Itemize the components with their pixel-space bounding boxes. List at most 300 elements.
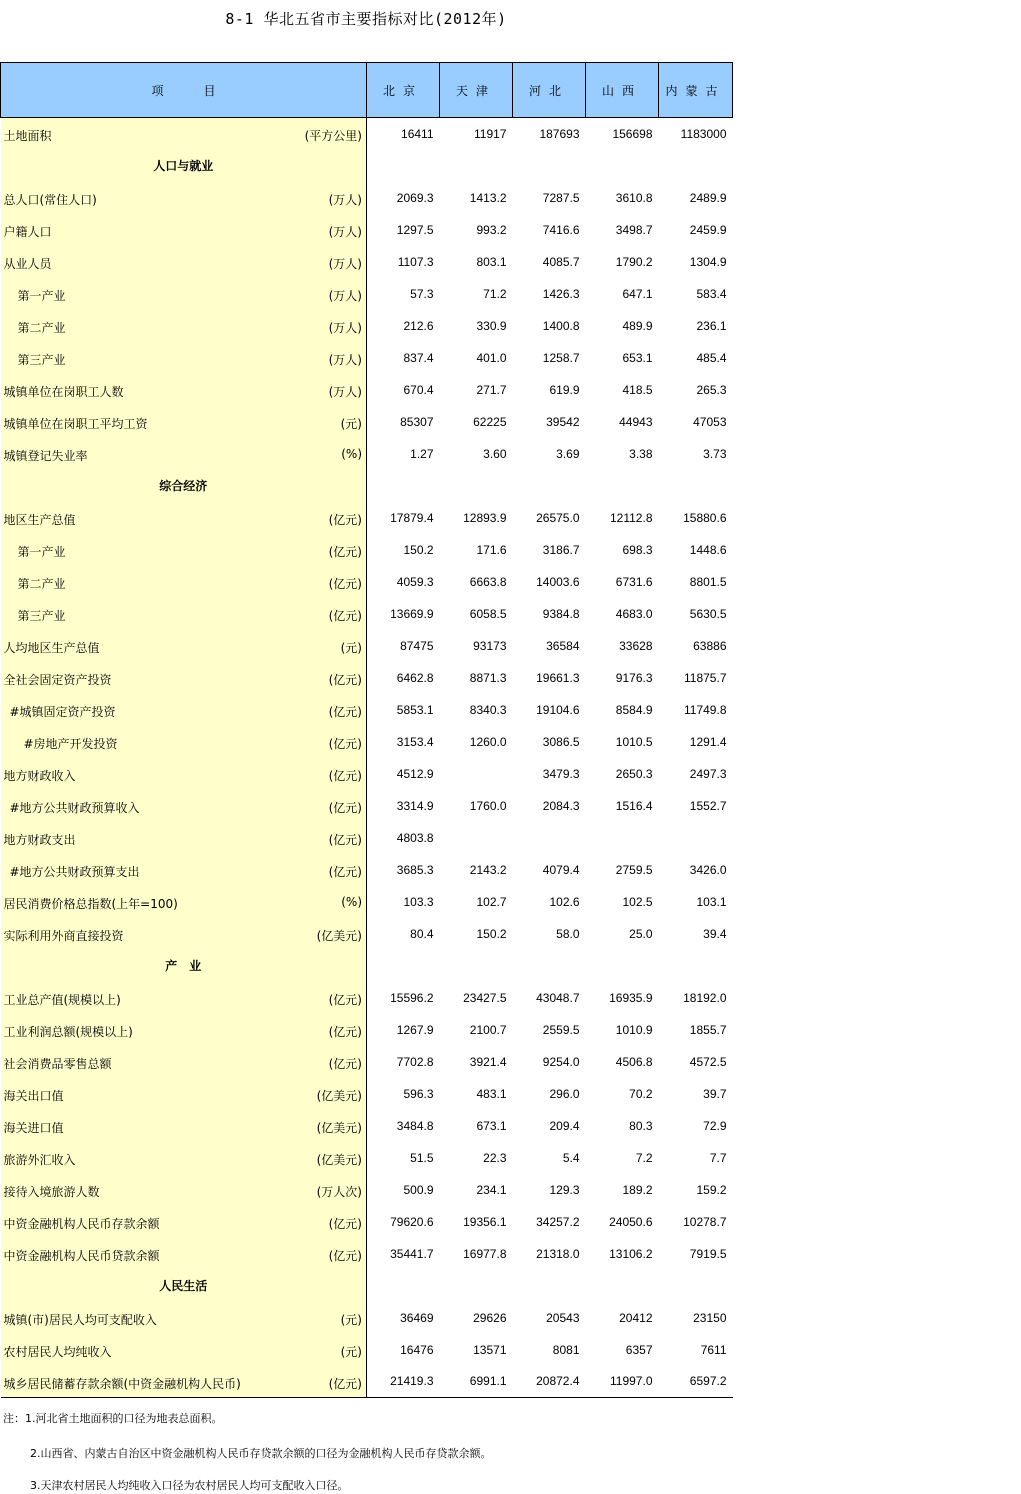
value-cell: 401.0 — [476, 350, 507, 365]
value-cell: 150.2 — [403, 542, 434, 557]
value-cell: 33628 — [619, 638, 653, 653]
indicator-cell — [1, 726, 367, 758]
value-cell: 6991.1 — [440, 1366, 513, 1398]
indicator-label: 社会消费品零售总额 — [3, 1056, 112, 1071]
value-cell: 1291.4 — [689, 734, 727, 749]
value-cell: 13669.9 — [390, 606, 434, 621]
value-cell: 1107.3 — [397, 254, 434, 269]
table-row — [1, 246, 733, 278]
value-cell: 8871.3 — [469, 670, 507, 685]
value-cell: 1297.5 — [396, 222, 434, 237]
table-row — [1, 598, 733, 630]
value-cell: 837.4 — [403, 350, 434, 365]
indicator-cell — [1, 310, 367, 342]
value-cell: 71.2 — [483, 286, 507, 301]
empty-cell — [367, 150, 440, 182]
value-cell: 212.6 — [403, 318, 434, 333]
table-row — [1, 566, 733, 598]
value-cell: 12112.8 — [610, 510, 653, 525]
value-cell: 14003.6 — [536, 574, 580, 589]
value-cell: 36469 — [400, 1310, 434, 1325]
value-cell: 72.9 — [703, 1118, 727, 1133]
value-cell: 698.3 — [622, 542, 653, 557]
indicator-label: #地方公共财政预算支出 — [9, 864, 140, 879]
value-cell: 483.1 — [476, 1086, 507, 1101]
value-cell: 803.1 — [476, 254, 507, 269]
indicator-cell — [1, 918, 367, 950]
value-cell: 3479.3 — [542, 766, 580, 781]
table-row — [1, 1078, 733, 1110]
value-cell: 24050.6 — [609, 1214, 653, 1229]
indicator-unit: (亿美元) — [316, 1120, 362, 1135]
value-cell: 1552.7 — [689, 798, 727, 813]
table-row — [1, 1334, 733, 1366]
indicator-cell — [1, 374, 367, 406]
indicator-cell — [1, 406, 367, 438]
indicator-label: 实际利用外商直接投资 — [3, 928, 124, 943]
value-cell — [440, 822, 513, 854]
indicator-cell — [1, 1078, 367, 1110]
value-cell: 58.0 — [556, 926, 580, 941]
empty-cell — [513, 950, 586, 982]
value-cell: 673.1 — [476, 1118, 507, 1133]
value-cell: 156698 — [586, 118, 659, 150]
header-col-hebei: 河北 — [513, 63, 586, 118]
indicator-unit: (万人次) — [316, 1184, 362, 1199]
indicator-unit: (亿美元) — [316, 1152, 362, 1167]
section-heading: 人口与就业 — [1, 150, 367, 182]
value-cell — [440, 758, 513, 790]
value-cell — [586, 822, 659, 854]
section-heading: 综合经济 — [1, 470, 367, 502]
value-cell: 150.2 — [476, 926, 507, 941]
value-cell: 17879.4 — [390, 510, 434, 525]
indicator-label: 第三产业 — [17, 352, 66, 367]
table-row — [1, 1206, 733, 1238]
indicator-label: 户籍人口 — [3, 224, 52, 239]
indicator-label: 城乡居民储蓄存款余额(中资金融机构人民币) — [3, 1376, 241, 1391]
value-cell: 26575.0 — [536, 510, 580, 525]
indicator-unit: (平方公里) — [304, 129, 362, 143]
value-cell: 1183000 — [659, 118, 733, 150]
value-cell: 993.2 — [476, 222, 507, 237]
indicator-unit: (元) — [340, 1344, 362, 1359]
value-cell: 2759.5 — [615, 862, 653, 877]
indicator-cell — [1, 1046, 367, 1078]
indicator-label: 地方财政支出 — [3, 832, 76, 847]
value-cell: 3921.4 — [469, 1054, 507, 1069]
value-cell: 1400.8 — [542, 318, 580, 333]
value-cell: 39.4 — [703, 926, 727, 941]
indicator-label: 海关进口值 — [3, 1120, 64, 1135]
empty-cell — [440, 950, 513, 982]
table-row — [1, 1366, 733, 1398]
indicator-label: 居民消费价格总指数(上年=100) — [3, 896, 178, 911]
indicator-unit: (%) — [341, 894, 362, 909]
section-row — [1, 950, 733, 982]
table-row — [1, 502, 733, 534]
indicator-label: 人均地区生产总值 — [3, 640, 100, 655]
table-row — [1, 822, 733, 854]
value-cell: 93173 — [473, 638, 507, 653]
indicator-unit: (亿元) — [328, 704, 362, 719]
empty-cell — [367, 470, 440, 502]
indicator-unit: (亿元) — [328, 576, 362, 591]
indicator-cell — [1, 342, 367, 374]
value-cell: 1258.7 — [542, 350, 580, 365]
value-cell: 87475 — [400, 638, 434, 653]
table-row — [1, 374, 733, 406]
table-row — [1, 1110, 733, 1142]
value-cell: 7611 — [700, 1342, 727, 1357]
value-cell: 103.3 — [403, 894, 434, 909]
value-cell: 271.7 — [476, 382, 507, 397]
table-row — [1, 758, 733, 790]
indicator-cell — [1, 502, 367, 534]
table-row — [1, 982, 733, 1014]
value-cell: 36584 — [546, 638, 580, 653]
value-cell: 16977.8 — [463, 1246, 507, 1261]
table-body — [1, 118, 733, 1398]
value-cell: 19661.3 — [536, 670, 580, 685]
indicator-unit: (亿元) — [328, 1056, 362, 1071]
value-cell: 23427.5 — [463, 990, 507, 1005]
value-cell: 418.5 — [622, 382, 653, 397]
table-row — [1, 790, 733, 822]
value-cell: 1790.2 — [615, 254, 653, 269]
value-cell: 1516.4 — [615, 798, 653, 813]
value-cell: 11749.8 — [684, 702, 727, 717]
value-cell: 1855.7 — [689, 1022, 727, 1037]
indicator-unit: (亿元) — [328, 608, 362, 623]
value-cell: 2650.3 — [615, 766, 653, 781]
indicator-unit: (亿元) — [328, 864, 362, 879]
indicator-label: 城镇登记失业率 — [3, 448, 88, 463]
value-cell: 653.1 — [622, 350, 653, 365]
empty-cell — [586, 150, 659, 182]
value-cell: 3610.8 — [615, 190, 653, 205]
value-cell: 670.4 — [403, 382, 434, 397]
indicator-label: #城镇固定资产投资 — [9, 704, 116, 719]
indicator-cell — [1, 1014, 367, 1046]
value-cell: 2497.3 — [689, 766, 727, 781]
value-cell: 3.73 — [703, 446, 727, 461]
empty-cell — [367, 1270, 440, 1302]
value-cell: 171.6 — [476, 542, 507, 557]
header-item: 项目 — [1, 63, 367, 118]
indicator-label: 第二产业 — [17, 576, 66, 591]
indicator-unit: (亿元) — [328, 544, 362, 559]
indicator-label: 旅游外汇收入 — [3, 1152, 76, 1167]
value-cell: 4572.5 — [689, 1054, 727, 1069]
table-row — [1, 182, 733, 214]
value-cell: 1267.9 — [396, 1022, 434, 1037]
table-row — [1, 1174, 733, 1206]
indicator-label: 城镇单位在岗职工平均工资 — [3, 416, 148, 431]
value-cell: 63886 — [693, 638, 727, 653]
value-cell: 23150 — [693, 1310, 727, 1325]
value-cell: 8340.3 — [469, 702, 507, 717]
value-cell: 189.2 — [622, 1182, 653, 1197]
indicator-label: 海关出口值 — [3, 1088, 64, 1103]
value-cell: 34257.2 — [536, 1214, 580, 1229]
table-row — [1, 662, 733, 694]
value-cell: 35441.7 — [390, 1246, 434, 1261]
value-cell: 20872.4 — [513, 1366, 586, 1398]
indicator-unit: (亿美元) — [316, 1088, 362, 1103]
table-row — [1, 342, 733, 374]
value-cell: 129.3 — [549, 1182, 580, 1197]
indicator-cell — [1, 1206, 367, 1238]
indicator-cell — [1, 982, 367, 1014]
value-cell: 20543 — [546, 1310, 580, 1325]
table-row — [1, 406, 733, 438]
empty-cell — [440, 470, 513, 502]
value-cell: 1304.9 — [689, 254, 727, 269]
indicator-label: 第一产业 — [17, 288, 66, 303]
indicator-unit: (亿元) — [328, 736, 362, 751]
value-cell: 47053 — [693, 414, 727, 429]
value-cell: 7919.5 — [689, 1246, 727, 1261]
empty-cell — [586, 1270, 659, 1302]
value-cell: 3.69 — [556, 446, 580, 461]
indicator-cell — [1, 438, 367, 470]
indicator-cell — [1, 566, 367, 598]
value-cell: 7.2 — [635, 1150, 653, 1165]
indicator-label: 第一产业 — [17, 544, 66, 559]
value-cell: 4506.8 — [615, 1054, 653, 1069]
value-cell: 187693 — [513, 118, 586, 150]
value-cell: 25.0 — [629, 926, 653, 941]
footnote-3: 3.天津农村居民人均纯收入口径为农村居民人均可支配收入口径。 — [30, 1479, 349, 1492]
indicator-label: 城镇单位在岗职工人数 — [3, 384, 124, 399]
value-cell: 4683.0 — [615, 606, 653, 621]
header-col-beijing: 北京 — [367, 63, 440, 118]
value-cell: 1.27 — [410, 446, 434, 461]
value-cell: 8584.9 — [615, 702, 653, 717]
indicator-cell — [1, 1238, 367, 1270]
value-cell: 500.9 — [403, 1182, 434, 1197]
indicator-cell — [1, 1334, 367, 1366]
value-cell: 2069.3 — [396, 190, 434, 205]
indicator-unit: (亿元) — [328, 1376, 362, 1391]
value-cell: 85307 — [400, 414, 434, 429]
indicator-label: 地方财政收入 — [3, 768, 76, 783]
value-cell: 3498.7 — [615, 222, 653, 237]
indicator-unit: (亿元) — [328, 992, 362, 1007]
indicator-cell — [1, 1174, 367, 1206]
header-row — [1, 63, 733, 118]
indicator-unit: (元) — [340, 416, 362, 431]
indicator-label: 第三产业 — [17, 608, 66, 623]
empty-cell — [440, 1270, 513, 1302]
table-row — [1, 438, 733, 470]
indicator-unit: (亿元) — [328, 1248, 362, 1263]
value-cell: 6357 — [625, 1342, 653, 1357]
table-row — [1, 1302, 733, 1334]
table-row — [1, 918, 733, 950]
value-cell: 9176.3 — [615, 670, 653, 685]
value-cell: 16476 — [400, 1342, 434, 1357]
value-cell: 3.60 — [483, 446, 507, 461]
value-cell: 4803.8 — [396, 830, 434, 845]
value-cell: 15880.6 — [683, 510, 727, 525]
value-cell: 39542 — [546, 414, 580, 429]
value-cell: 18192.0 — [683, 990, 727, 1005]
value-cell: 9384.8 — [542, 606, 580, 621]
indicator-label: #地方公共财政预算收入 — [9, 800, 140, 815]
value-cell: 4079.4 — [542, 862, 580, 877]
value-cell: 485.4 — [696, 350, 727, 365]
value-cell: 2100.7 — [469, 1022, 507, 1037]
indicator-cell — [1, 214, 367, 246]
indicator-unit: (亿元) — [328, 800, 362, 815]
table-row — [1, 726, 733, 758]
value-cell: 3685.3 — [396, 862, 434, 877]
value-cell: 19356.1 — [463, 1214, 507, 1229]
indicator-unit: (亿元) — [328, 1216, 362, 1231]
indicator-unit: (万人) — [328, 320, 362, 335]
value-cell: 3314.9 — [396, 798, 434, 813]
value-cell: 330.9 — [476, 318, 507, 333]
value-cell: 236.1 — [696, 318, 727, 333]
table-row — [1, 278, 733, 310]
section-row — [1, 150, 733, 182]
indicator-cell — [1, 758, 367, 790]
value-cell: 6058.5 — [469, 606, 507, 621]
value-cell: 1426.3 — [542, 286, 580, 301]
value-cell: 265.3 — [696, 382, 727, 397]
value-cell: 6462.8 — [396, 670, 434, 685]
value-cell: 3426.0 — [689, 862, 727, 877]
value-cell: 29626 — [473, 1310, 507, 1325]
indicator-label: 城镇(市)居民人均可支配收入 — [3, 1312, 157, 1327]
value-cell: 57.3 — [410, 286, 434, 301]
table-row — [1, 118, 733, 150]
page-title: 8-1 华北五省市主要指标对比(2012年) — [225, 10, 507, 28]
value-cell: 159.2 — [696, 1182, 727, 1197]
indicator-cell — [1, 1110, 367, 1142]
value-cell: 4059.3 — [396, 574, 434, 589]
indicator-cell — [1, 182, 367, 214]
indicator-cell — [1, 246, 367, 278]
value-cell: 3484.8 — [396, 1118, 434, 1133]
indicator-cell — [1, 694, 367, 726]
empty-cell — [586, 950, 659, 982]
value-cell: 80.4 — [410, 926, 434, 941]
table-row — [1, 534, 733, 566]
indicator-cell — [1, 630, 367, 662]
header-col-neimenggu: 内蒙古 — [659, 63, 733, 118]
section-row — [1, 470, 733, 502]
empty-cell — [440, 150, 513, 182]
value-cell: 3.38 — [629, 446, 653, 461]
value-cell: 102.5 — [622, 894, 653, 909]
indicator-unit: (万人) — [328, 352, 362, 367]
empty-cell — [659, 150, 733, 182]
indicator-label: 总人口(常住人口) — [3, 192, 97, 207]
value-cell: 2489.9 — [689, 190, 727, 205]
value-cell: 619.9 — [549, 382, 580, 397]
indicator-cell — [1, 278, 367, 310]
value-cell: 583.4 — [696, 286, 727, 301]
indicator-unit: (万人) — [328, 384, 362, 399]
value-cell: 489.9 — [622, 318, 653, 333]
indicator-cell — [1, 534, 367, 566]
indicator-cell — [1, 1366, 367, 1398]
value-cell: 11875.7 — [684, 670, 727, 685]
indicator-cell — [1, 790, 367, 822]
indicator-label: 全社会固定资产投资 — [3, 672, 112, 687]
value-cell: 6597.2 — [659, 1366, 733, 1398]
indicator-label: 农村居民人均纯收入 — [3, 1344, 112, 1359]
empty-cell — [513, 1270, 586, 1302]
value-cell: 9254.0 — [542, 1054, 580, 1069]
value-cell: 3186.7 — [542, 542, 580, 557]
value-cell: 44943 — [619, 414, 653, 429]
value-cell: 5630.5 — [689, 606, 727, 621]
indicator-unit: (万人) — [328, 256, 362, 271]
indicator-label: 中资金融机构人民币存款余额 — [3, 1216, 160, 1231]
value-cell: 1760.0 — [469, 798, 507, 813]
value-cell: 596.3 — [403, 1086, 434, 1101]
value-cell: 6731.6 — [615, 574, 653, 589]
value-cell: 43048.7 — [536, 990, 580, 1005]
value-cell: 7702.8 — [396, 1054, 434, 1069]
footnote-1: 注：1.河北省土地面积的口径为地表总面积。 — [3, 1412, 223, 1425]
indicator-unit: (亿元) — [328, 832, 362, 847]
value-cell: 4085.7 — [542, 254, 580, 269]
indicator-unit: (亿元) — [328, 512, 362, 527]
footnote-2: 2.山西省、内蒙古自治区中资金融机构人民币存贷款余额的口径为金融机构人民币存贷款余额。 — [30, 1447, 492, 1460]
value-cell: 209.4 — [549, 1118, 580, 1133]
indicator-cell — [1, 1302, 367, 1334]
indicator-unit: (万人) — [328, 288, 362, 303]
indicator-label: 中资金融机构人民币贷款余额 — [3, 1248, 160, 1263]
indicator-unit: (元) — [340, 640, 362, 655]
indicator-unit: (亿元) — [328, 672, 362, 687]
indicator-unit: (元) — [340, 1312, 362, 1327]
indicator-unit: (%) — [341, 446, 362, 461]
empty-cell — [513, 470, 586, 502]
indicator-unit: (亿美元) — [316, 928, 362, 943]
value-cell: 51.5 — [410, 1150, 434, 1165]
value-cell: 234.1 — [476, 1182, 507, 1197]
empty-cell — [367, 950, 440, 982]
section-heading: 人民生活 — [1, 1270, 367, 1302]
value-cell — [513, 822, 586, 854]
table-row — [1, 1238, 733, 1270]
indicator-unit: (亿元) — [328, 768, 362, 783]
indicator-cell — [1, 662, 367, 694]
value-cell: 2084.3 — [542, 798, 580, 813]
value-cell: 20412 — [619, 1310, 653, 1325]
value-cell: 1010.9 — [615, 1022, 653, 1037]
value-cell: 80.3 — [629, 1118, 653, 1133]
indicator-unit: (亿元) — [328, 1024, 362, 1039]
empty-cell — [659, 1270, 733, 1302]
value-cell: 11917 — [440, 118, 513, 150]
table-row — [1, 1014, 733, 1046]
indicator-cell — [1, 886, 367, 918]
value-cell: 4512.9 — [396, 766, 434, 781]
value-cell: 8081 — [552, 1342, 580, 1357]
value-cell: 3153.4 — [396, 734, 434, 749]
value-cell: 15596.2 — [390, 990, 434, 1005]
value-cell: 2559.5 — [542, 1022, 580, 1037]
value-cell: 79620.6 — [390, 1214, 434, 1229]
table-row — [1, 1142, 733, 1174]
